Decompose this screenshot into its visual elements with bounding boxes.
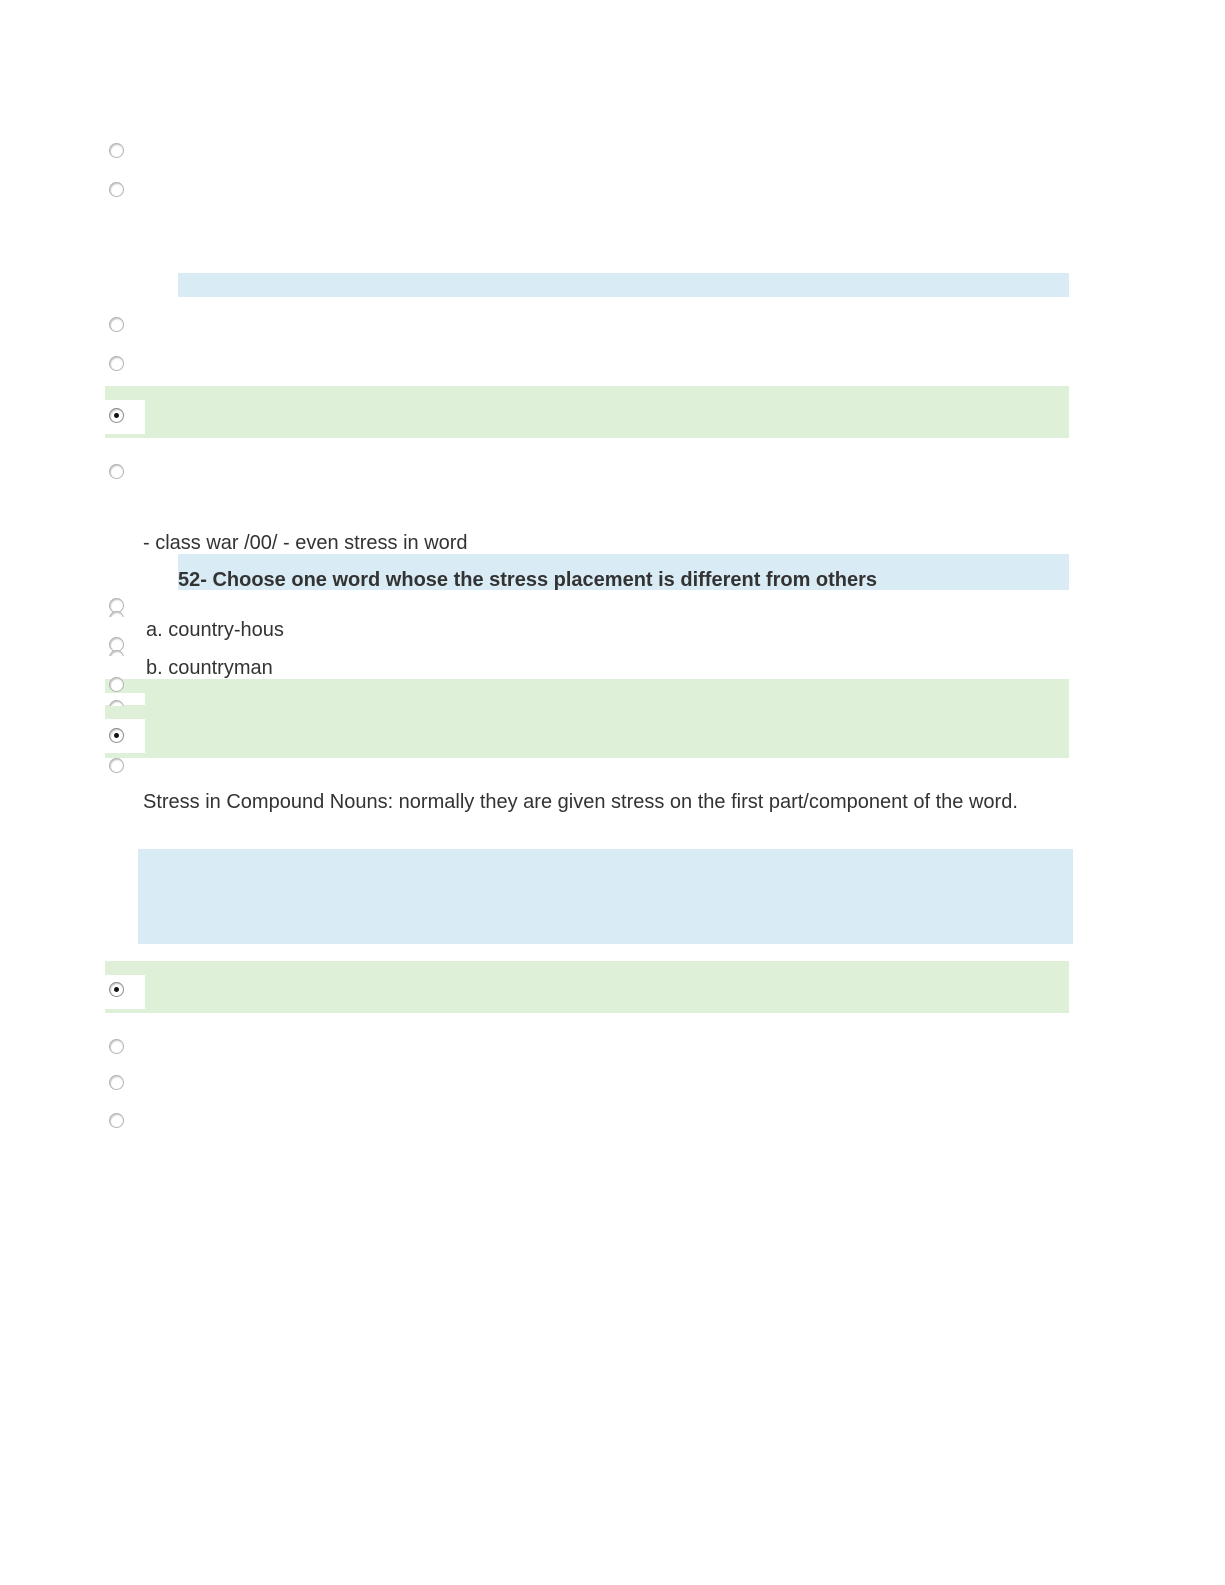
feedback-text: - class war /00/ - even stress in word	[143, 532, 468, 554]
feedback-text: Stress in Compound Nouns: normally they are given stress on the first part/component of the word.	[143, 791, 1018, 813]
radio-option-selected[interactable]	[109, 982, 124, 997]
radio-option-1[interactable]	[109, 598, 124, 613]
selected-answer-band	[105, 679, 1069, 758]
radio-option-selected[interactable]	[109, 728, 124, 743]
radio-option-selected[interactable]	[109, 408, 124, 423]
radio-option-1-ghost	[109, 611, 124, 626]
question-title: 52- Choose one word whose the stress placement is different from others	[178, 569, 878, 590]
radio-option-4[interactable]	[109, 1113, 124, 1128]
question-header-band	[178, 273, 1069, 297]
radio-option-3[interactable]	[109, 1075, 124, 1090]
question-header-band	[138, 849, 1073, 944]
question-title-clip	[178, 566, 1069, 590]
radio-option-1[interactable]	[109, 317, 124, 332]
radio-option-4[interactable]	[109, 758, 124, 773]
radio-option-1[interactable]	[109, 143, 124, 158]
selected-answer-band	[105, 961, 1069, 1013]
radio-option-2[interactable]	[109, 637, 124, 652]
radio-option-2[interactable]	[109, 1039, 124, 1054]
radio-option-2-ghost	[109, 650, 124, 665]
radio-option-3[interactable]	[109, 677, 124, 692]
selected-answer-band	[105, 386, 1069, 438]
radio-option-2[interactable]	[109, 182, 124, 197]
option-b-label: b. countryman	[146, 657, 273, 679]
radio-option-4[interactable]	[109, 464, 124, 479]
radio-option-2[interactable]	[109, 356, 124, 371]
option-a-label: a. country-hous	[146, 619, 284, 641]
